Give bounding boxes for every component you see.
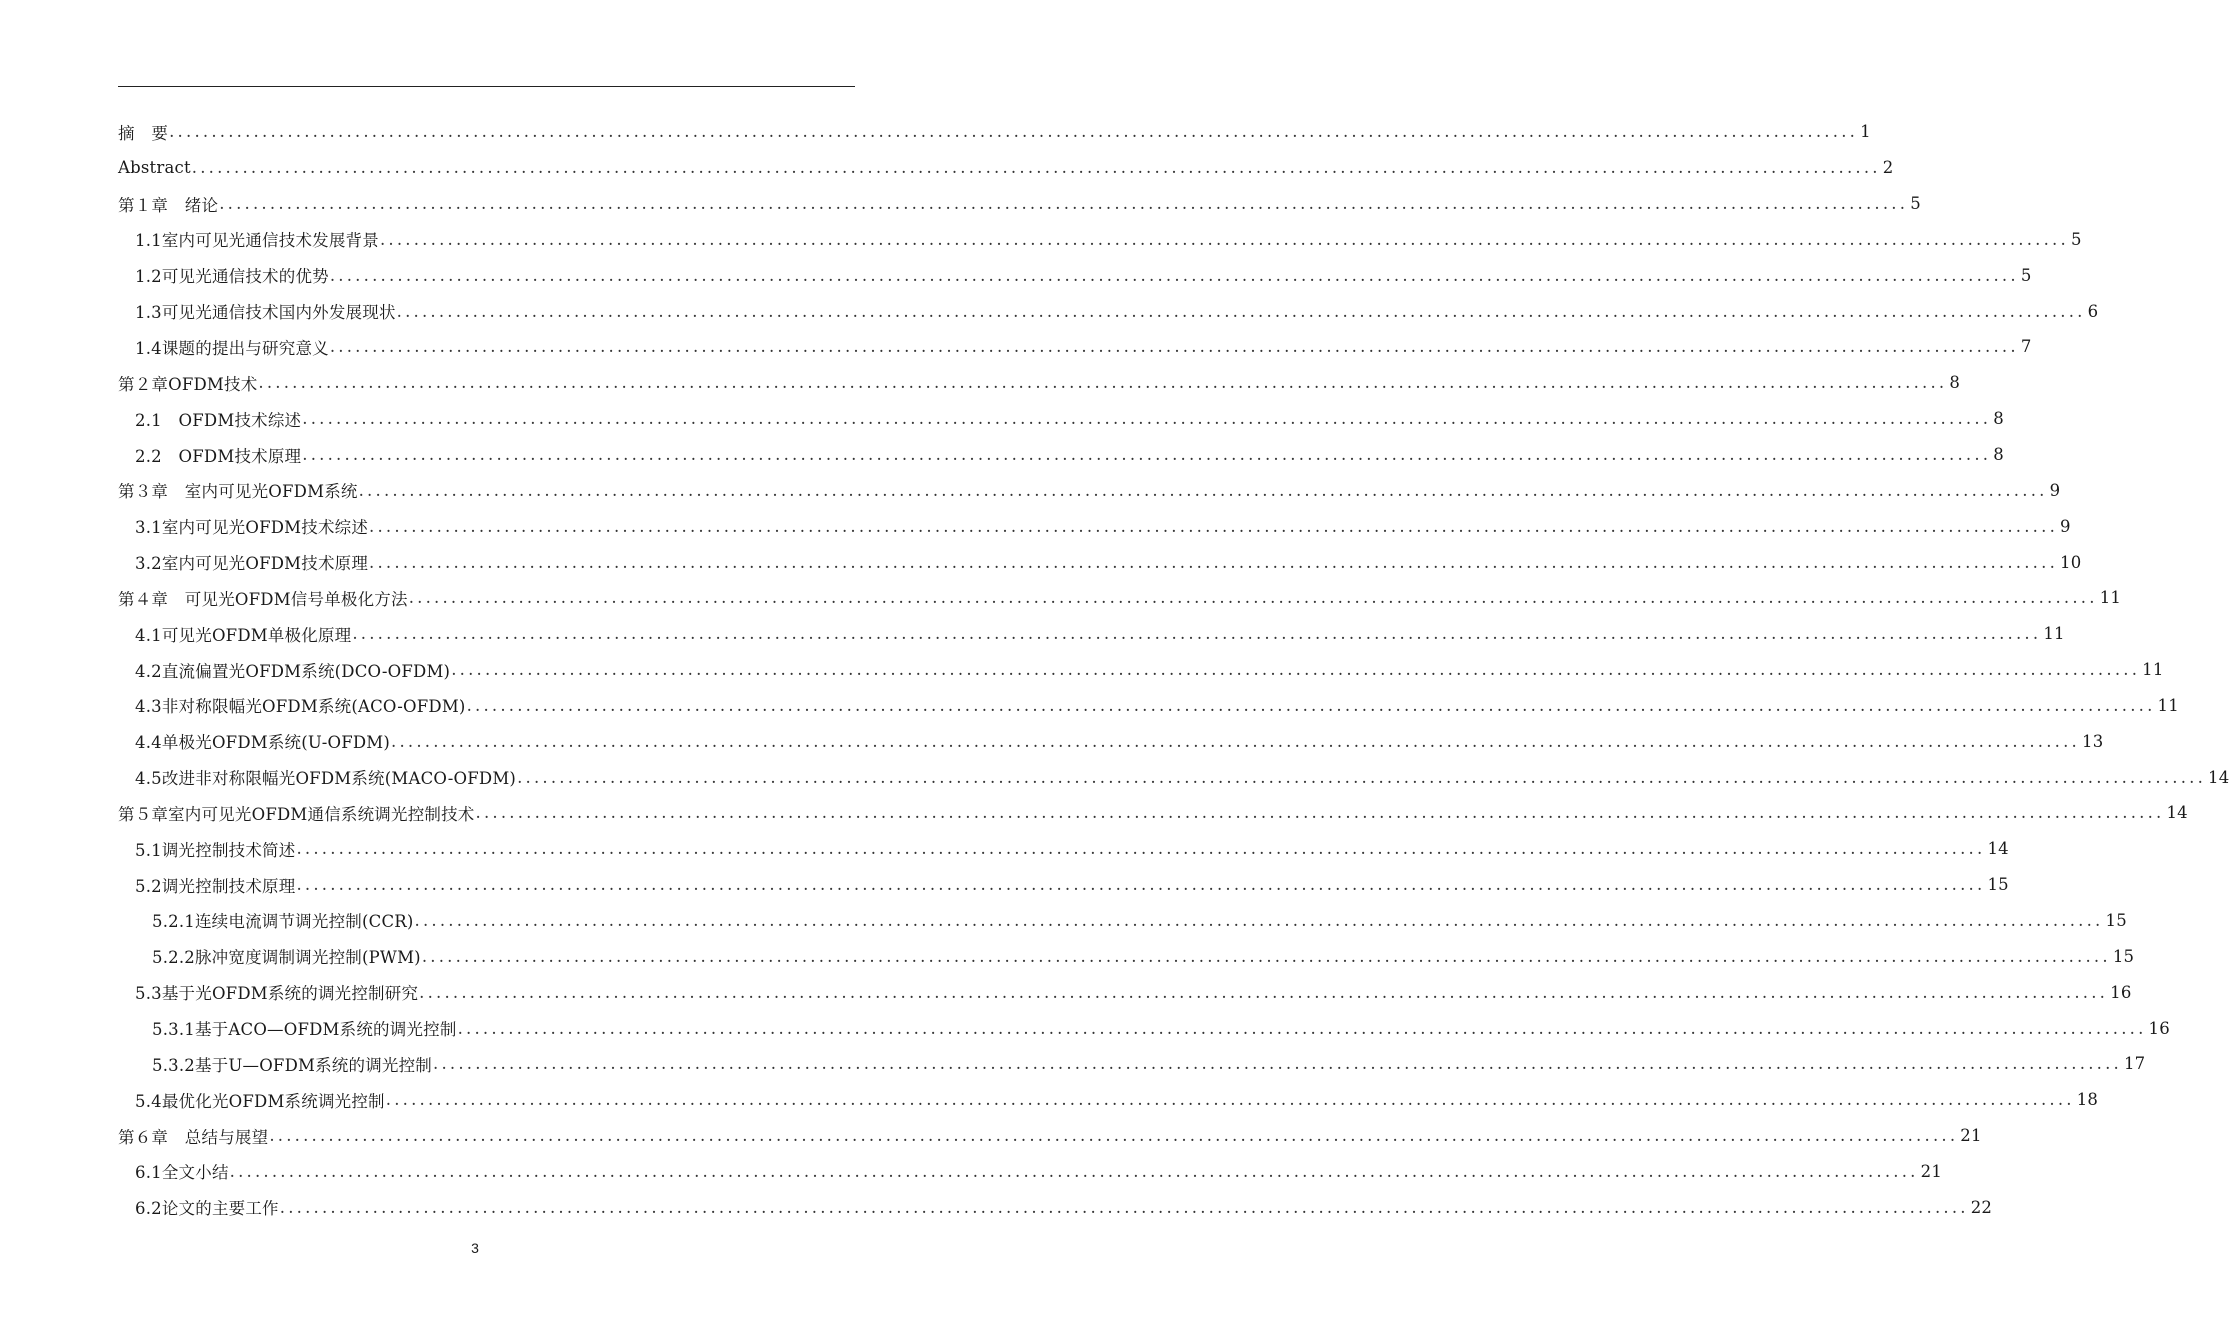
toc-entry-title: 4.5改进非对称限幅光OFDM系统(MACO-OFDM) [135, 769, 517, 789]
toc-entry-title: 6.2论文的主要工作 [135, 1199, 279, 1219]
dot-leader: ........................................................................................................................................................................................................ [358, 480, 2048, 500]
dot-leader: ........................................................................................................................................................................................................ [451, 660, 2141, 680]
toc-entry-title: 6.1全文小结 [135, 1163, 229, 1183]
toc-entry[interactable] [118, 150, 1894, 186]
dot-leader: ........................................................................................................................................................................................................ [296, 875, 1986, 895]
toc-entry-page: 21 [1920, 1161, 1943, 1181]
toc-entry-title: 第２章OFDM技术 [118, 374, 258, 394]
toc-entry[interactable] [118, 1082, 2099, 1118]
dot-leader: ........................................................................................................................................................................................................ [466, 695, 2156, 715]
toc-entry[interactable] [118, 903, 2127, 939]
toc-entry-title: Abstract [118, 158, 191, 178]
toc-entry[interactable] [118, 222, 2082, 258]
dot-leader: ........................................................................................................................................................................................................ [421, 946, 2111, 966]
dot-leader: ........................................................................................................................................................................................................ [369, 516, 2059, 536]
page-number: 3 [471, 1240, 479, 1256]
toc-entry-page: 11 [2157, 695, 2179, 715]
dot-leader: ........................................................................................................................................................................................................ [457, 1018, 2147, 1038]
toc-entry-page: 17 [2123, 1054, 2146, 1074]
toc-entry[interactable] [118, 867, 2009, 903]
toc-entry[interactable] [118, 652, 2164, 688]
toc-entry-title: 5.1调光控制技术简述 [135, 840, 296, 860]
toc-entry[interactable] [118, 1189, 1993, 1225]
toc-entry[interactable] [118, 114, 1871, 150]
toc-entry-title: 第３章 室内可见光OFDM系统 [118, 482, 358, 502]
toc-entry[interactable] [118, 938, 2135, 974]
toc-entry-page: 6 [2087, 301, 2099, 321]
toc-entry[interactable] [118, 831, 2009, 867]
toc-entry[interactable] [118, 544, 2082, 580]
toc-entry[interactable] [118, 795, 2188, 831]
toc-entry-title: 第６章 总结与展望 [118, 1127, 269, 1147]
toc-entry-title: 5.3.1基于ACO—OFDM系统的调光控制 [152, 1020, 457, 1040]
toc-entry[interactable] [118, 293, 2099, 329]
toc-entry-page: 16 [2110, 982, 2132, 1002]
toc-entry[interactable] [118, 472, 2061, 508]
toc-entry-page: 18 [2076, 1090, 2099, 1110]
toc-entry[interactable] [118, 616, 2065, 652]
toc-entry[interactable] [118, 257, 2032, 293]
toc-entry-page: 21 [1960, 1126, 1982, 1146]
toc-entry-page: 7 [2020, 337, 2032, 357]
toc-entry-page: 22 [1970, 1197, 1993, 1217]
dot-leader: ........................................................................................................................................................................................................ [385, 1090, 2075, 1110]
toc-entry-page: 8 [1993, 445, 2004, 465]
toc-entry-title: 1.3可见光通信技术国内外发展现状 [135, 303, 396, 323]
toc-entry[interactable] [118, 437, 2004, 473]
dot-leader: ........................................................................................................................................................................................................ [219, 194, 1909, 214]
toc-entry-title: 第１章 绪论 [118, 195, 219, 215]
toc-entry[interactable] [118, 1010, 2170, 1046]
dot-leader: ........................................................................................................................................................................................................ [169, 122, 1859, 142]
toc-entry-page: 14 [1987, 839, 2009, 859]
dot-leader: ........................................................................................................................................................................................................ [191, 158, 1881, 178]
toc-entry-title: 4.2直流偏置光OFDM系统(DCO-OFDM) [135, 661, 451, 681]
toc-entry-page: 14 [2166, 803, 2188, 823]
dot-leader: ........................................................................................................................................................................................................ [414, 910, 2104, 930]
dot-leader: ........................................................................................................................................................................................................ [419, 982, 2109, 1002]
dot-leader: ........................................................................................................................................................................................................ [408, 588, 2098, 608]
toc-entry[interactable] [118, 401, 2004, 437]
toc-entry[interactable] [118, 1153, 1943, 1189]
toc-entry-page: 16 [2148, 1018, 2170, 1038]
toc-entry[interactable] [118, 329, 2032, 365]
toc-entry[interactable] [118, 688, 2179, 724]
dot-leader: ........................................................................................................................................................................................................ [302, 409, 1992, 429]
toc-entry[interactable] [118, 508, 2071, 544]
toc-entry-title: 第４章 可见光OFDM信号单极化方法 [118, 589, 408, 609]
toc-entry-page: 14 [2208, 767, 2229, 787]
toc-entry-page: 11 [2142, 660, 2164, 680]
toc-entry-page: 15 [1987, 875, 2009, 895]
toc-entry-title: 2.2 OFDM技术原理 [135, 446, 302, 466]
toc-entry-title: 5.2调光控制技术原理 [135, 876, 296, 896]
dot-leader: ........................................................................................................................................................................................................ [258, 373, 1948, 393]
toc-entry-title: 3.2室内可见光OFDM技术原理 [135, 554, 369, 574]
toc-entry-page: 5 [2020, 265, 2032, 285]
toc-entry[interactable] [118, 1118, 1982, 1154]
toc-entry-title: 3.1室内可见光OFDM技术综述 [135, 518, 369, 538]
dot-leader: ........................................................................................................................................................................................................ [396, 301, 2086, 321]
dot-leader: ........................................................................................................................................................................................................ [517, 767, 2207, 787]
toc-entry-title: 5.3.2基于U—OFDM系统的调光控制 [152, 1055, 432, 1075]
toc-entry-title: 1.2可见光通信技术的优势 [135, 267, 329, 287]
toc-entry[interactable] [118, 759, 2229, 795]
toc-entry-title: 5.2.2脉冲宽度调制调光控制(PWM) [152, 948, 421, 968]
toc-entry-page: 2 [1882, 158, 1894, 178]
dot-leader: ........................................................................................................................................................................................................ [369, 552, 2059, 572]
toc-entry-page: 5 [2070, 229, 2082, 249]
toc-entry-page: 15 [2112, 946, 2135, 966]
toc-entry-title: 1.4课题的提出与研究意义 [135, 338, 329, 358]
toc-entry-title: 第５章室内可见光OFDM通信系统调光控制技术 [118, 804, 475, 824]
toc-entry-title: 5.3基于光OFDM系统的调光控制研究 [135, 984, 419, 1004]
toc-entry-page: 11 [2043, 624, 2065, 644]
toc-entry-title: 4.1可见光OFDM单极化原理 [135, 625, 352, 645]
toc-entry-page: 5 [1910, 194, 1921, 214]
toc-entry-title: 摘 要 [118, 123, 169, 143]
dot-leader: ........................................................................................................................................................................................................ [329, 265, 2019, 285]
dot-leader: ........................................................................................................................................................................................................ [475, 803, 2165, 823]
dot-leader: ........................................................................................................................................................................................................ [433, 1054, 2122, 1074]
toc-entry-page: 15 [2105, 910, 2127, 930]
dot-leader: ........................................................................................................................................................................................................ [329, 337, 2019, 357]
dot-leader: ........................................................................................................................................................................................................ [229, 1161, 1919, 1181]
toc-entry-page: 10 [2060, 552, 2082, 572]
toc-entry-title: 5.2.1连续电流调节调光控制(CCR) [152, 912, 414, 932]
toc-entry-title: 2.1 OFDM技术综述 [135, 410, 302, 430]
toc-entry-page: 13 [2082, 731, 2104, 751]
toc-entry[interactable] [118, 1046, 2146, 1082]
dot-leader: ........................................................................................................................................................................................................ [269, 1126, 1959, 1146]
toc-entry-title: 4.4单极光OFDM系统(U-OFDM) [135, 733, 391, 753]
toc-entry-page: 8 [1949, 373, 1961, 393]
table-of-contents [118, 114, 2229, 1225]
toc-entry[interactable] [118, 365, 1961, 401]
toc-entry[interactable] [118, 186, 1921, 222]
toc-entry-title: 5.4最优化光OFDM系统调光控制 [135, 1091, 385, 1111]
dot-leader: ........................................................................................................................................................................................................ [352, 624, 2042, 644]
toc-entry-title: 4.3非对称限幅光OFDM系统(ACO-OFDM) [135, 697, 466, 717]
dot-leader: ........................................................................................................................................................................................................ [302, 445, 1992, 465]
toc-entry-title: 1.1室内可见光通信技术发展背景 [135, 231, 379, 251]
dot-leader: ........................................................................................................................................................................................................ [296, 839, 1986, 859]
toc-entry-page: 9 [2049, 480, 2061, 500]
toc-entry-page: 1 [1860, 122, 1871, 142]
dot-leader: ........................................................................................................................................................................................................ [391, 731, 2080, 751]
toc-entry-page: 11 [2099, 588, 2122, 608]
toc-entry[interactable] [118, 974, 2132, 1010]
toc-entry-page: 9 [2060, 516, 2071, 536]
toc-entry[interactable] [118, 580, 2122, 616]
header-rule [118, 86, 855, 87]
dot-leader: ........................................................................................................................................................................................................ [279, 1197, 1969, 1217]
toc-entry[interactable] [118, 723, 2104, 759]
toc-entry-page: 8 [1993, 409, 2004, 429]
dot-leader: ........................................................................................................................................................................................................ [379, 229, 2069, 249]
